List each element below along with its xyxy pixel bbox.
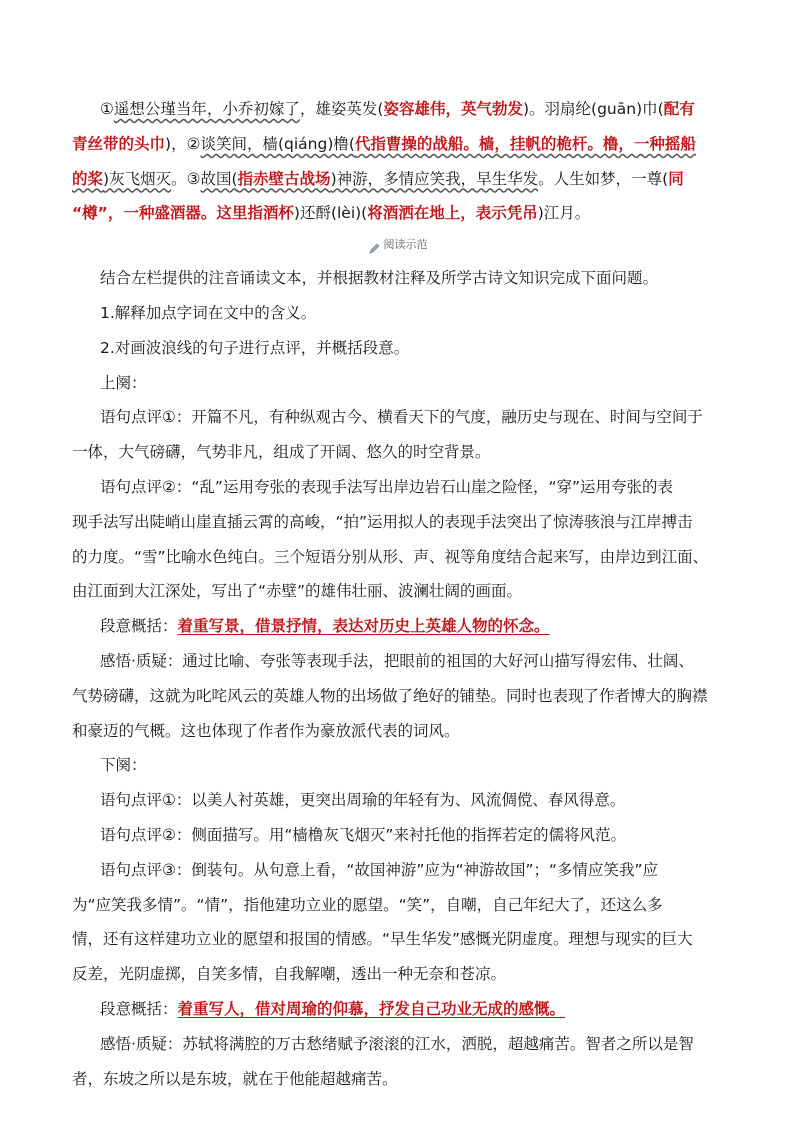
comment-text: 由江面到大江深处，写出了“赤壁”的雄伟壮丽、波澜壮阔的画面。 bbox=[72, 582, 523, 601]
annotation: 将酒洒在地上，表示凭吊 bbox=[367, 204, 538, 223]
upper-stanza-label: 上阕： bbox=[100, 373, 147, 392]
poem-line-1 bbox=[72, 92, 724, 127]
wavy-underlined-phrase: )灰飞烟灭 bbox=[103, 169, 172, 188]
reflection-text: 感悟·质疑：苏轼将满腔的万古愁绪赋予滚滚的江水，洒脱，超越痛苦。智者之所以是智 bbox=[100, 1034, 694, 1053]
question-1: 1.解释加点字词在文中的含义。 bbox=[100, 303, 317, 322]
paragraph-summary bbox=[72, 992, 724, 1027]
poem-line-3 bbox=[72, 162, 724, 197]
comment-text: 语句点评②：侧面描写。用“樯橹灰飞烟灭”来衬托他的指挥若定的儒将风范。 bbox=[100, 825, 626, 844]
reflection-text: 气势磅礴，这就为叱咤风云的英雄人物的出场做了绝好的铺垫。同时也表现了作者博大的胸襟 bbox=[72, 686, 708, 705]
summary-label: 段意概括： bbox=[100, 617, 178, 636]
lower-stanza-label: 下阕： bbox=[100, 756, 147, 775]
pencil-icon bbox=[369, 239, 381, 251]
annotation: 姿容雄伟，英气勃发 bbox=[383, 100, 523, 118]
circled-number: ① bbox=[100, 100, 114, 118]
section-heading bbox=[72, 233, 724, 257]
comment-text: 语句点评②：“乱”运用夸张的表现手法写出岸边岩石山崖之险怪，“穿”运用夸张的表 bbox=[100, 477, 674, 496]
instruction-text: 结合左栏提供的注音诵读文本，并根据教材注释及所学古诗文知识完成下面问题。 bbox=[100, 269, 659, 288]
poem-text: )江月。 bbox=[537, 204, 591, 223]
wavy-underlined-phrase: 故国( bbox=[200, 169, 238, 188]
question-2: 2.对画波浪线的句子进行点评，并概括段意。 bbox=[100, 338, 410, 357]
comment-text: 为“应笑我多情”。“情”，指他建功立业的愿望。“笑”，自嘲，自己年纪大了，还这么多 bbox=[72, 895, 663, 914]
poem-text: )。羽扇纶(guān)巾( bbox=[523, 100, 664, 118]
poem-text: )，② bbox=[165, 134, 201, 153]
summary-label: 段意概括： bbox=[100, 999, 178, 1018]
poem-text: )还酹(lèi)( bbox=[293, 204, 368, 223]
summary-text: 着重写人，借对周瑜的仰慕，抒发自己功业无成的感慨。 bbox=[177, 999, 566, 1018]
wavy-underlined-phrase: 谈笑间，樯(qiáng)橹( bbox=[200, 134, 355, 153]
comment-text: 反差，光阴虚掷，自笑多情，自我解嘲，透出一种无奈和苍凉。 bbox=[72, 965, 507, 984]
section-heading-text: 阅读示范 bbox=[383, 238, 428, 252]
reflection-text: 感悟·质疑：通过比喻、夸张等表现手法，把眼前的祖国的大好河山描写得宏伟、壮阔、 bbox=[100, 651, 694, 670]
annotation: 配有 bbox=[663, 100, 695, 118]
summary-text: 着重写景，借景抒情，表达对历史上英雄人物的怀念。 bbox=[177, 617, 550, 636]
annotation: 代指曹操的战船。樯，挂帆的桅杆。橹，一种摇船 bbox=[354, 134, 696, 153]
comment-text: 语句点评①：以美人衬英雄，更突出周瑜的年轻有为、风流倜傥、春风得意。 bbox=[100, 791, 626, 810]
poem-line-4 bbox=[72, 196, 724, 231]
annotation: 青丝带的头巾 bbox=[72, 134, 166, 153]
poem-text: 。③ bbox=[171, 169, 201, 188]
paragraph-summary bbox=[72, 609, 724, 644]
comment-text: 的力度。“雪”比喻水色纯白。三个短语分别从形、声、视等角度结合起来写，由岸边到江面、 bbox=[72, 547, 709, 566]
comment-text: 现手法写出陡峭山崖直插云霄的高峻，“拍”运用拟人的表现手法突出了惊涛骇浪与江岸搏击 bbox=[72, 512, 693, 531]
comment-text: 语句点评①：开篇不凡，有种纵观古今、横看天下的气度，融历史与现在、时间与空间于 bbox=[100, 408, 703, 427]
reflection-text: 者，东坡之所以是东坡，就在于他能超越痛苦。 bbox=[72, 1069, 398, 1088]
comment-text: 一体，大气磅礴，气势非凡，组成了开阔、悠久的时空背景。 bbox=[72, 443, 491, 462]
annotation: 同 bbox=[668, 169, 684, 188]
reflection-text: 和豪迈的气概。这也体现了作者作为豪放派代表的词风。 bbox=[72, 721, 460, 740]
comment-text: 情，还有这样建功立业的愿望和报国的情感。“早生华发”感慨光阴虚度。理想与现实的巨大 bbox=[72, 930, 693, 949]
document-page bbox=[72, 92, 724, 1096]
poem-text: 。人生如梦，一尊( bbox=[538, 169, 669, 188]
annotation: “樽”，一种盛酒器。这里指酒杯 bbox=[72, 204, 294, 223]
poem-text: ，雄姿英发( bbox=[299, 100, 384, 118]
annotation: 的桨 bbox=[72, 169, 104, 188]
wavy-underlined-phrase: )神游，多情应笑我，早生华发 bbox=[330, 169, 539, 188]
comment-text: 语句点评③：倒装句。从句意上看，“故国神游”应为“神游故国”；“多情应笑我”应 bbox=[100, 860, 659, 879]
poem-line-2 bbox=[72, 127, 724, 162]
wavy-underlined-phrase: 遥想公瑾当年，小乔初嫁了 bbox=[113, 100, 300, 118]
annotation: 指赤壁古战场 bbox=[237, 169, 331, 188]
